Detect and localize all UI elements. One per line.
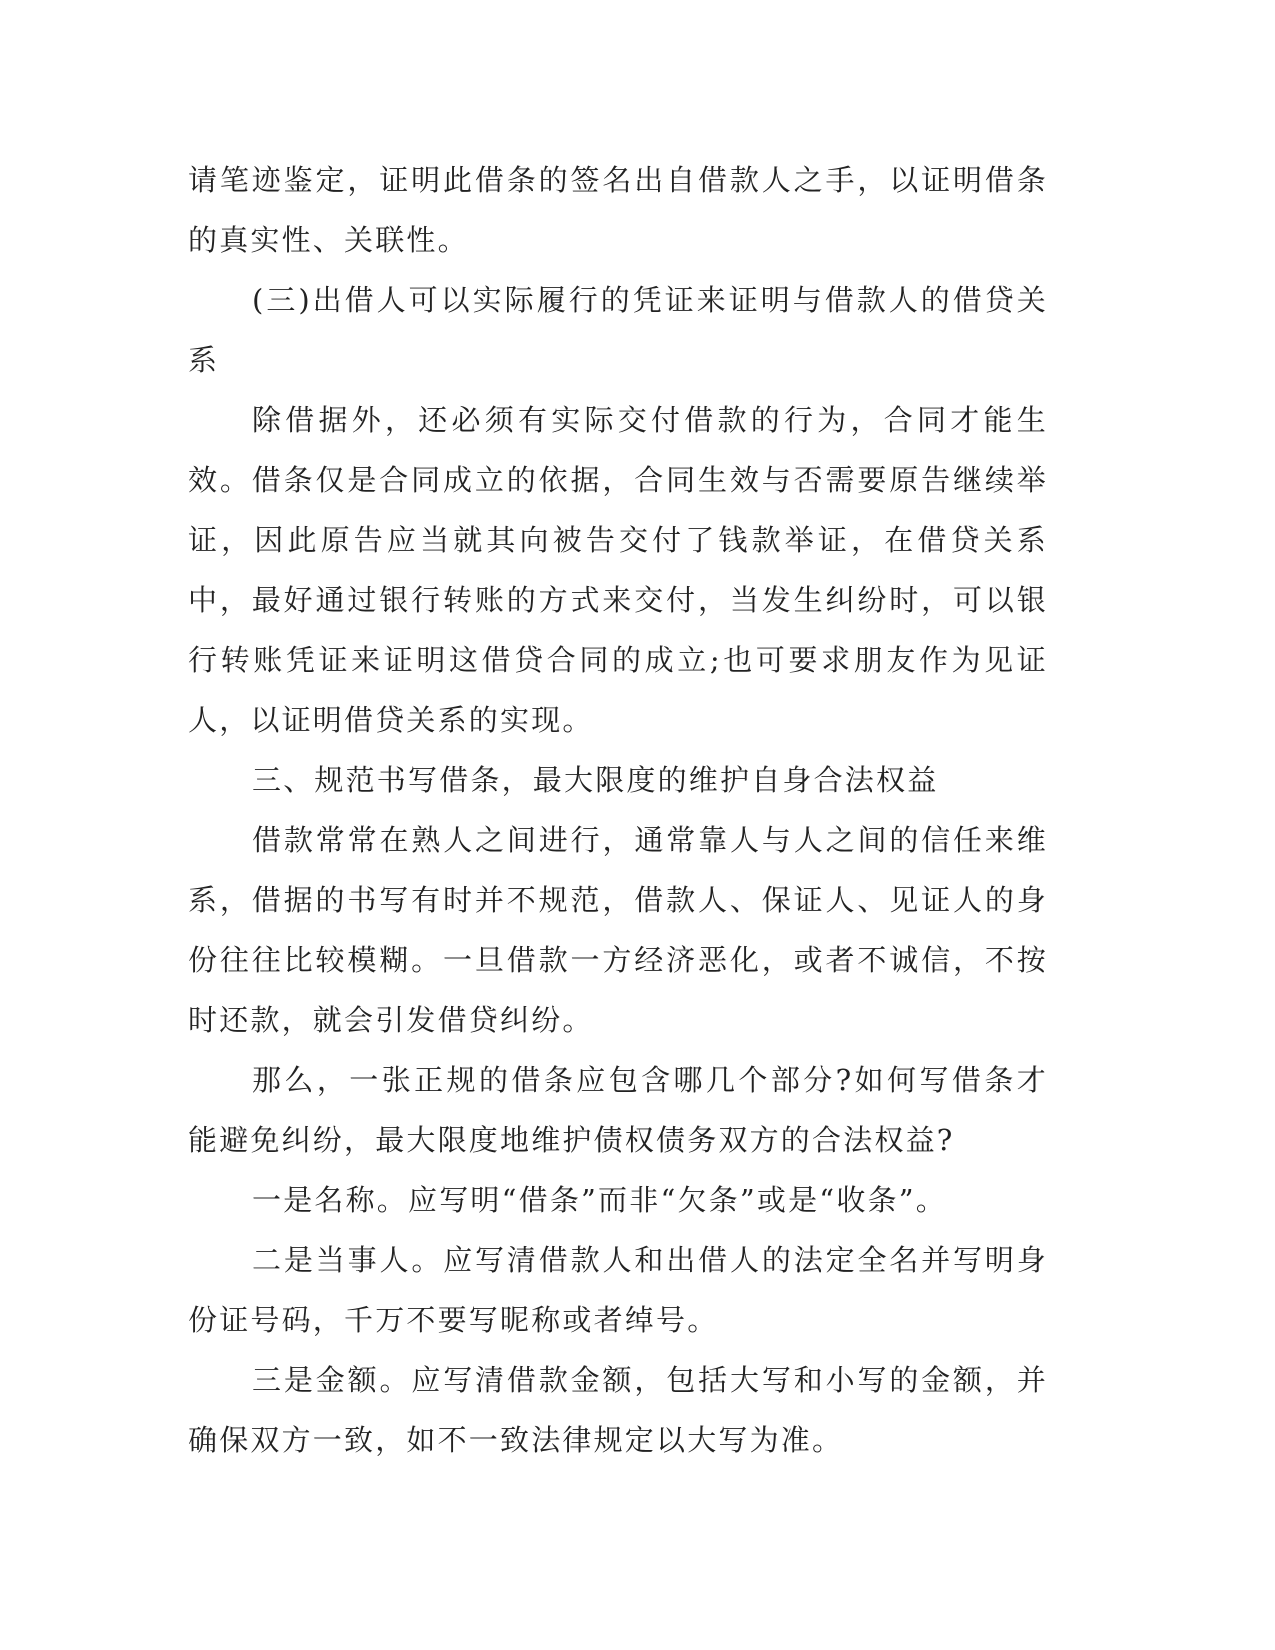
item-parties: 二是当事人。应写清借款人和出借人的法定全名并写明身份证号码，千万不要写昵称或者绰号。 [188, 1243, 1048, 1337]
paragraph-4: 那么，一张正规的借条应包含哪几个部分?如何写借条才能避免纠纷，最大限度地维护债权债务双方的合法权益? [188, 1063, 1048, 1157]
paragraph-2: 除借据外，还必须有实际交付借款的行为，合同才能生效。借条仅是合同成立的依据，合同生效与否需要原告继续举证，因此原告应当就其向被告交付了钱款举证，在借贷关系中，最好通过银行转账的方式来交付，当发生纠纷时，可以银行转账凭证来证明这借贷合同的成立;也可要求朋友作为见证人，以证明借贷关系的实现。 [188, 403, 1048, 737]
item-amount: 三是金额。应写清借款金额，包括大写和小写的金额，并确保双方一致，如不一致法律规定以大写为准。 [188, 1363, 1048, 1457]
section-heading-three: 三、规范书写借条，最大限度的维护自身合法权益 [252, 763, 939, 797]
item-name: 一是名称。应写明“借条”而非“欠条”或是“收条”。 [252, 1183, 947, 1217]
paragraph-1: 请笔迹鉴定，证明此借条的签名出自借款人之手，以证明借条的真实性、关联性。 [188, 163, 1048, 257]
document-body [188, 150, 1048, 1470]
section-heading-3: (三)出借人可以实际履行的凭证来证明与借款人的借贷关系 [188, 283, 1048, 377]
paragraph-3: 借款常常在熟人之间进行，通常靠人与人之间的信任来维系，借据的书写有时并不规范，借款人、保证人、见证人的身份往往比较模糊。一旦借款一方经济恶化，或者不诚信，不按时还款，就会引发借贷纠纷。 [188, 823, 1048, 1037]
